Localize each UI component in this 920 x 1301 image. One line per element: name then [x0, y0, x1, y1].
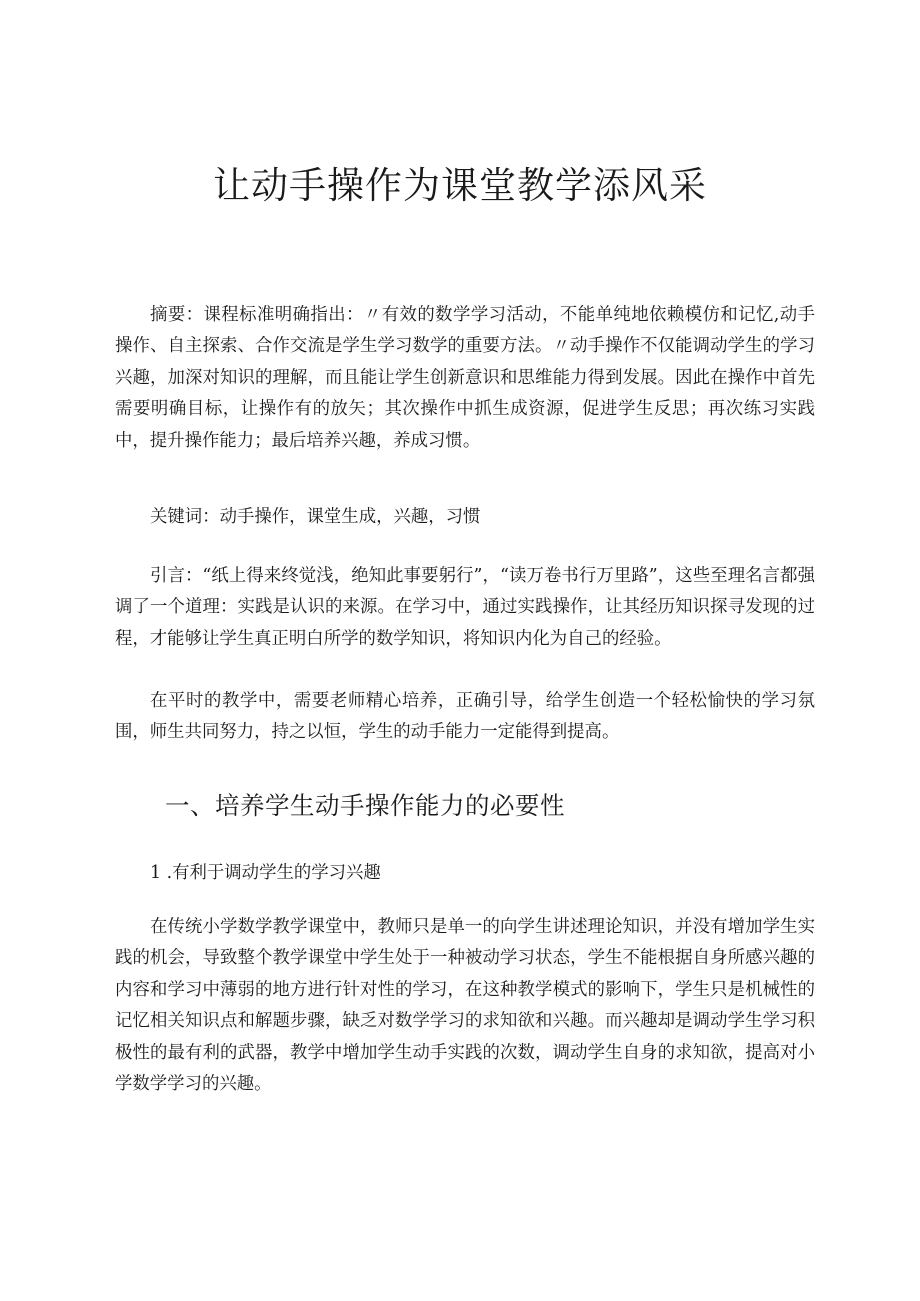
subsection-body-paragraph: 在传统小学数学教学课堂中，教师只是单一的向学生讲述理论知识，并没有增加学生实践的机会，导致整个教学课堂中学生处于一种被动学习状态，学生不能根据自身所感兴趣的内容和学习中薄弱的地方进行针对性的学习，在这种教学模式的影响下，学生只是机械性的记忆相关知识点和解题步骤，缺乏对数学学习的求知欲和兴趣。而兴趣却是调动学生学习积极性的最有利的武器，教学中增加学生动手实践的次数，调动学生自身的求知欲，提高对小学数学学习的兴趣。 — [115, 917, 815, 1095]
document-title: 让动手操作为课堂教学添风采 — [213, 164, 707, 207]
intro-paragraph: 引言：“纸上得来终觉浅，绝知此事要躬行”，“读万卷书行万里路”，这些至理名言都强调了一个道理：实践是认识的来源。在学习中，通过实践操作，让其经历知识探寻发现的过程，才能够让学生真正明白所学的数学知识，将知识内化为自己的经验。 — [115, 566, 815, 649]
keywords-paragraph: 关键词：动手操作，课堂生成，兴趣，习惯 — [150, 507, 481, 527]
section-heading: 一、培养学生动手操作能力的必要性 — [165, 791, 565, 820]
abstract-paragraph: 摘要：课程标准明确指出：〃有效的数学学习活动，不能单纯地依赖模仿和记忆,动手操作、自主探索、合作交流是学生学习数学的重要方法。〃动手操作不仅能调动学生的学习兴趣，加深对知识的理解，而且能让学生创新意识和思维能力得到发展。因此在操作中首先需要明确目标，让操作有的放矢；其次操作中抓生成资源，促进学生反思；再次练习实践中，提升操作能力；最后培养兴趣，养成习惯。 — [115, 305, 815, 451]
subsection-heading: 1 .有利于调动学生的学习兴趣 — [150, 863, 381, 883]
body-paragraph: 在平时的教学中，需要老师精心培养，正确引导，给学生创造一个轻松愉快的学习氛围，师生共同努力，持之以恒，学生的动手能力一定能得到提高。 — [115, 691, 815, 743]
